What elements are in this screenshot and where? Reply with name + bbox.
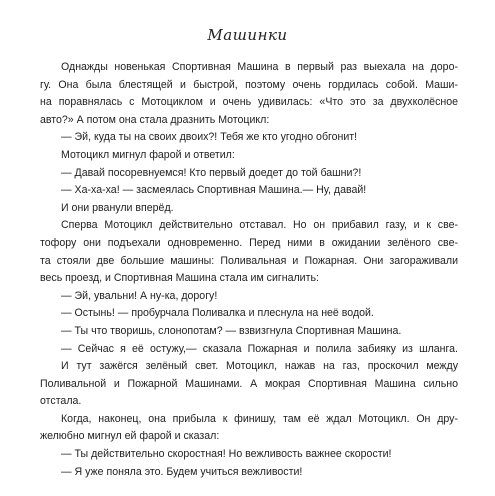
story-text <box>40 59 458 481</box>
text-line: — Ты действительно скоростная! Но вежливость важнее скорости! <box>61 448 392 461</box>
text-line: — Ты что творишь, слонопотам? — взвизгнула Спортивная Машина. <box>61 324 402 337</box>
text-line: — Эй, куда ты на своих двоих?! Тебя же кто угодно обгонит! <box>61 131 358 144</box>
text-line: на поравнялась с Мотоциклом и очень удивилась: «Что это за двухколёсное <box>40 96 458 109</box>
text-line: желюбно мигнул ей фарой и сказал: <box>40 430 220 443</box>
text-line: — Давай посоревнуемся! Кто первый доедет до той башни?! <box>61 166 362 179</box>
text-line: — Я уже поняла это. Будем учиться вежливости! <box>61 465 303 478</box>
text-line: тофору они подъехали одновременно. Перед ними в ожидании зелёного све- <box>40 236 458 249</box>
story-title: Машинки <box>207 26 288 44</box>
text-line: Поливальной и Пожарной Машинами. А мокрая Спортивная Машина сильно <box>40 377 458 390</box>
text-line: Сперва Мотоцикл действительно отставал. Но он прибавил газу, и к све- <box>61 219 458 232</box>
text-line: — Ха-ха-ха! — засмеялась Спортивная Машина.— Ну, давай! <box>61 184 367 197</box>
text-line: И они рванули вперёд. <box>61 201 174 214</box>
text-line: И тут зажёгся зелёный свет. Мотоцикл, нажав на газ, проскочил между <box>61 360 458 373</box>
text-line: гу. Она была блестящей и быстрой, поэтому очень гордилась собой. Маши- <box>40 78 458 91</box>
text-line: отстала. <box>40 395 82 408</box>
text-line: весь проезд, и Спортивная Машина стала им сигналить: <box>40 272 319 285</box>
text-line: Мотоцикл мигнул фарой и ответил: <box>61 148 235 161</box>
text-line: та стояли две большие машины: Поливальная и Пожарная. Они загораживали <box>40 254 458 267</box>
text-line: Однажды новенькая Спортивная Машина в первый раз выехала на доро- <box>61 61 458 73</box>
text-line: Когда, наконец, она прибыла к финишу, там её ждал Мотоцикл. Он дру- <box>61 412 458 425</box>
text-line: авто?» А потом она стала дразнить Мотоцикл: <box>40 113 270 126</box>
text-line: — Сейчас я её остужу,— сказала Пожарная и полила забияку из шланга. <box>61 342 458 355</box>
text-line: — Остынь! — пробурчала Поливалка и плеснула на неё водой. <box>61 307 374 320</box>
text-line: — Эй, увальни! А ну-ка, дорогу! <box>61 289 218 302</box>
